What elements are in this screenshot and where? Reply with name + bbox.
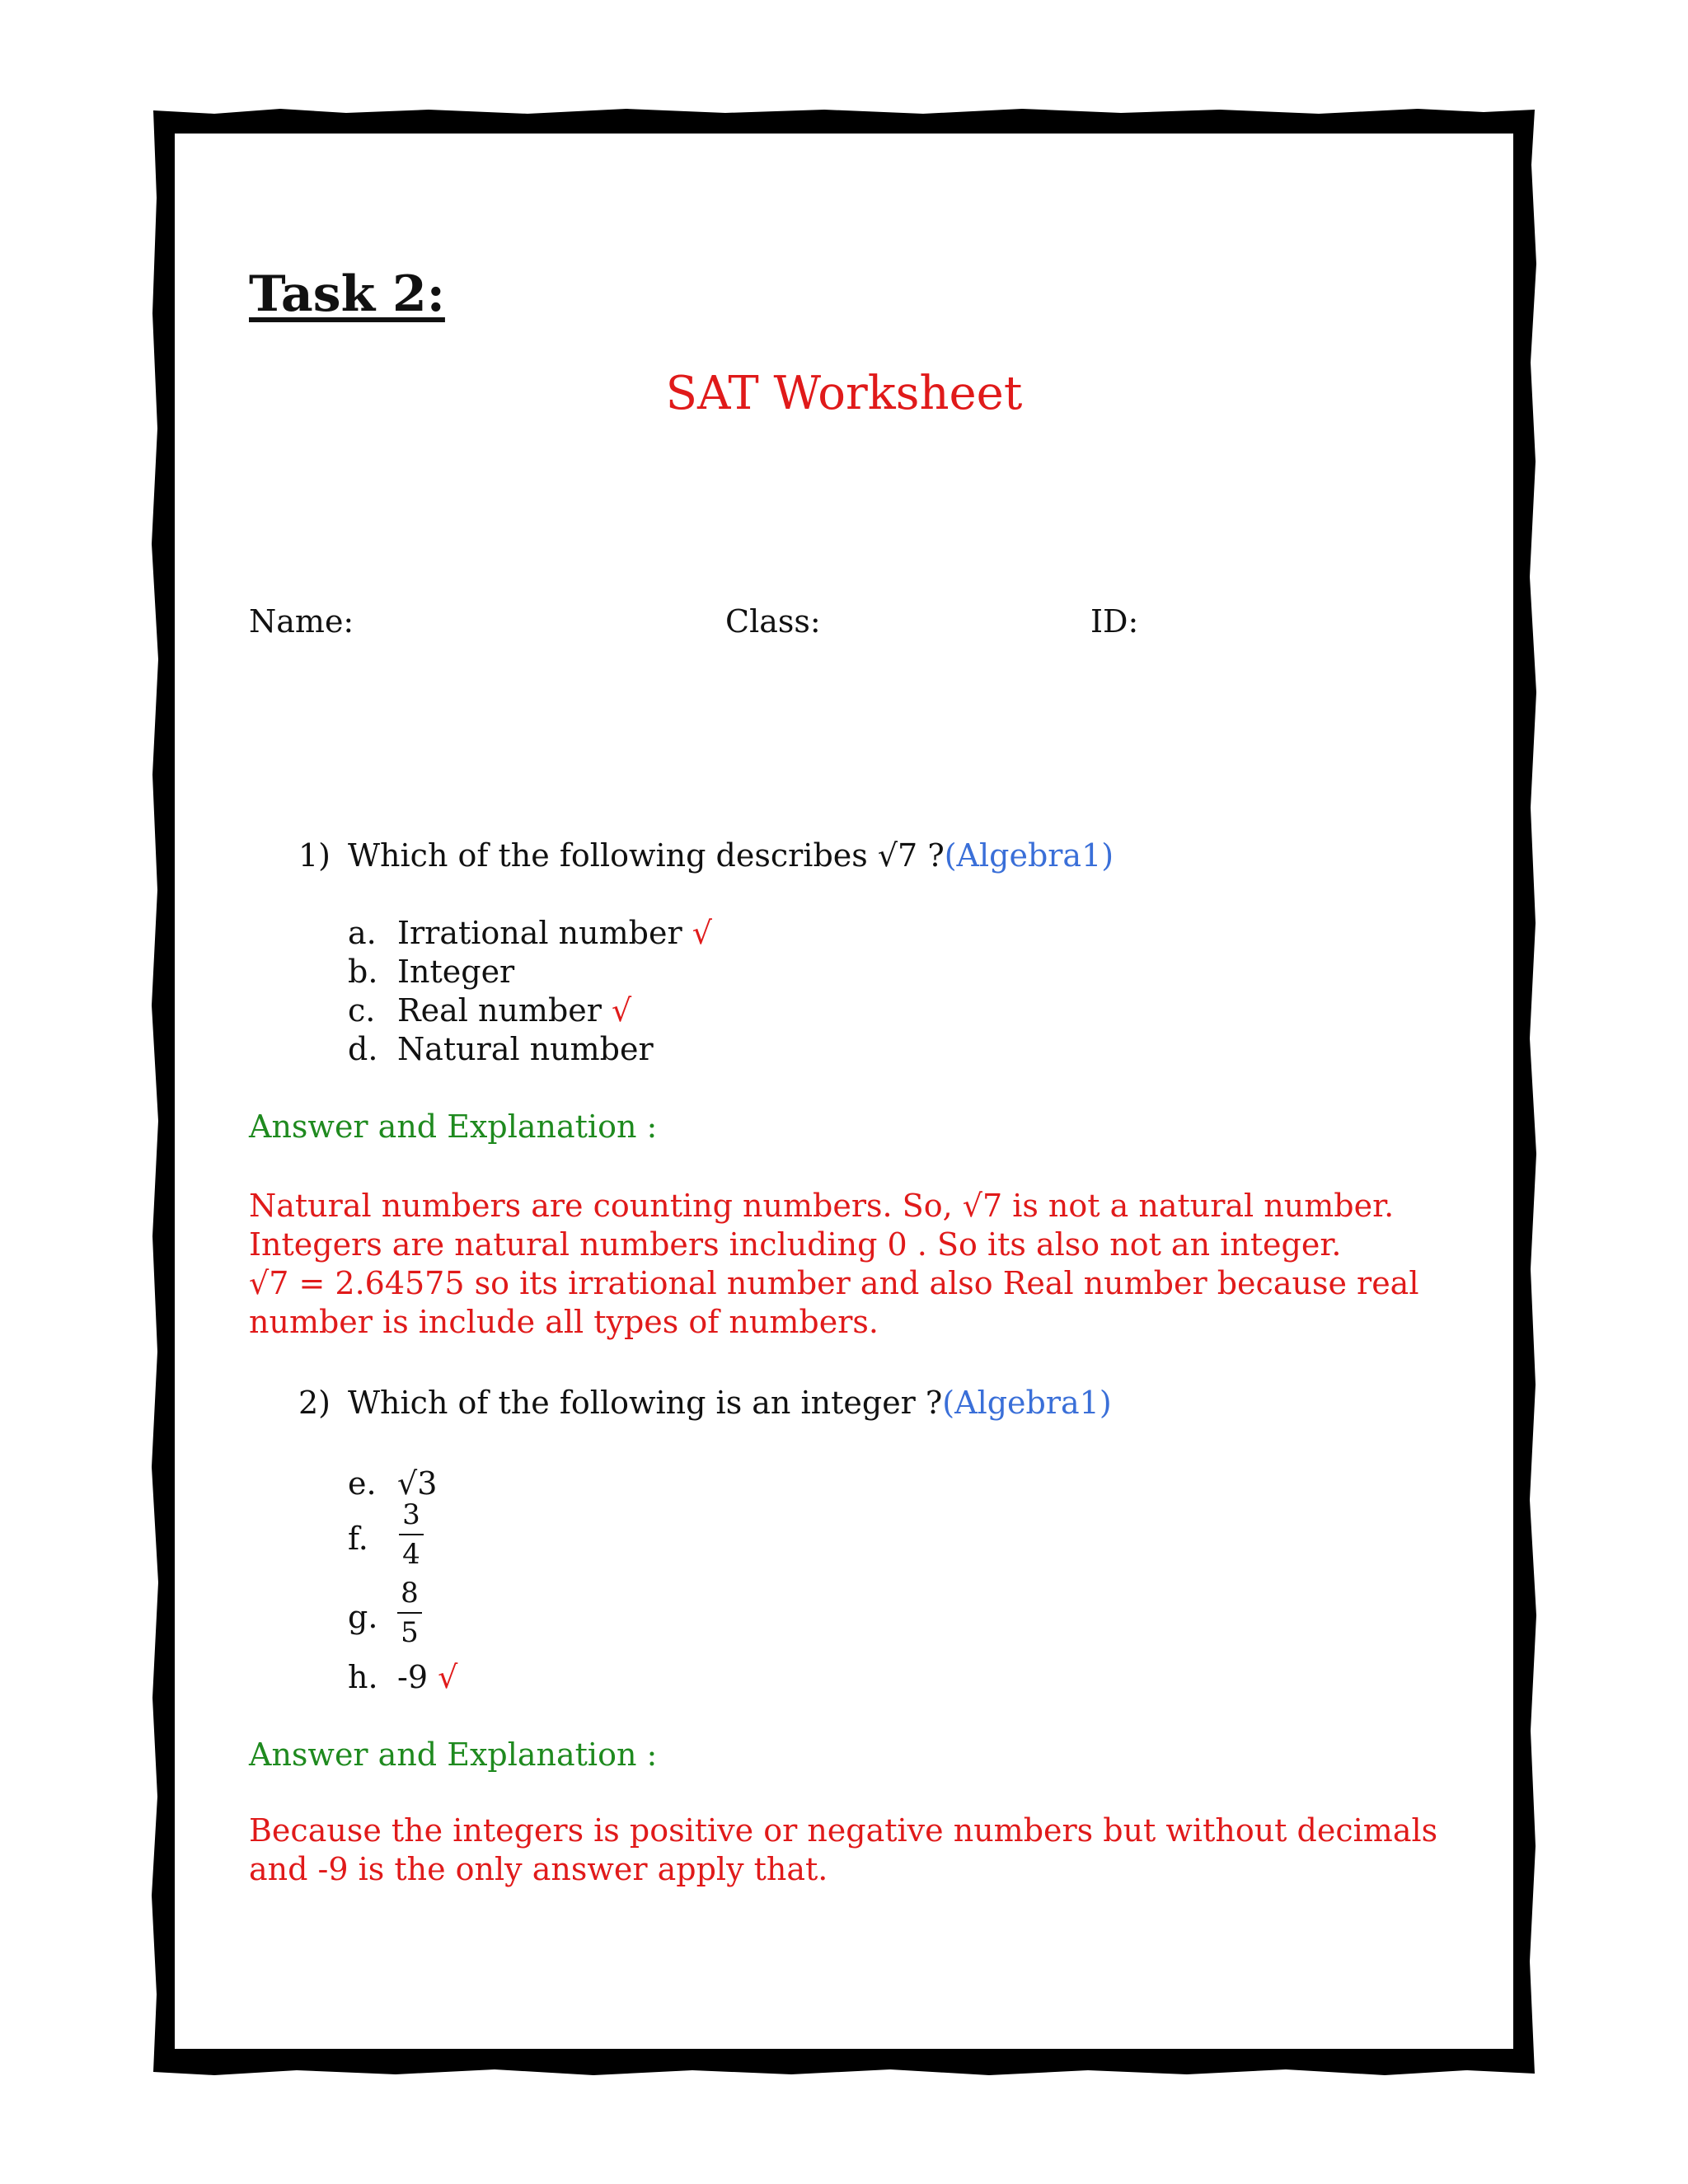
check-mark-icon: √ bbox=[692, 915, 712, 951]
question-number: 2) bbox=[298, 1385, 331, 1421]
option-text: Irrational number bbox=[397, 915, 682, 951]
fraction-denominator: 5 bbox=[401, 1616, 419, 1649]
check-mark-icon: √ bbox=[612, 992, 632, 1029]
class-label: Class: bbox=[725, 603, 821, 640]
name-label: Name: bbox=[249, 603, 354, 640]
option-letter: f. bbox=[348, 1521, 368, 1557]
fraction-numerator: 3 bbox=[402, 1498, 420, 1531]
option-text: Real number bbox=[397, 992, 602, 1029]
option-text: √3 bbox=[397, 1465, 438, 1502]
explanation-1 bbox=[249, 1187, 1444, 1342]
explanation-2 bbox=[249, 1811, 1444, 1889]
id-label: ID: bbox=[1090, 603, 1139, 640]
answer-heading-2: Answer and Explanation : bbox=[249, 1736, 658, 1773]
option-letter: g. bbox=[348, 1599, 378, 1635]
option-letter: h. bbox=[348, 1659, 378, 1695]
explanation-line: Natural numbers are counting numbers. So, √7 is not a natural number. bbox=[249, 1188, 1395, 1224]
option-text: Integer bbox=[397, 954, 515, 990]
option-letter: d. bbox=[348, 1031, 378, 1067]
question-number: 1) bbox=[298, 837, 331, 874]
task-title: Task 2: bbox=[249, 265, 445, 323]
worksheet-title: SAT Worksheet bbox=[665, 367, 1023, 420]
question-text: Which of the following describes √7 ? bbox=[348, 837, 945, 874]
option-letter: a. bbox=[348, 915, 377, 951]
question-text: Which of the following is an integer ? bbox=[348, 1385, 943, 1421]
fraction-numerator: 8 bbox=[401, 1577, 419, 1610]
explanation-line: Integers are natural numbers including 0 . So its also not an integer. bbox=[249, 1226, 1342, 1263]
question-tag: (Algebra1) bbox=[942, 1385, 1112, 1421]
option-text: -9 bbox=[397, 1659, 429, 1695]
option-letter: e. bbox=[348, 1465, 377, 1502]
fraction bbox=[397, 1579, 422, 1647]
option-letter: b. bbox=[348, 954, 378, 990]
fraction bbox=[399, 1498, 424, 1571]
question-2 bbox=[298, 1385, 1112, 1421]
explanation-line: √7 = 2.64575 so its irrational number and also Real number because real number is include all types of numbers. bbox=[249, 1265, 1419, 1340]
option-letter: c. bbox=[348, 992, 376, 1029]
check-mark-icon: √ bbox=[438, 1659, 458, 1695]
answer-heading-1: Answer and Explanation : bbox=[249, 1108, 658, 1145]
question-tag: (Algebra1) bbox=[944, 837, 1114, 874]
explanation-line: Because the integers is positive or negative numbers but without decimals and -9 is the only answer apply that. bbox=[249, 1812, 1438, 1887]
fraction-denominator: 4 bbox=[402, 1538, 420, 1571]
question-1 bbox=[298, 837, 1114, 874]
option-text: Natural number bbox=[397, 1031, 654, 1067]
